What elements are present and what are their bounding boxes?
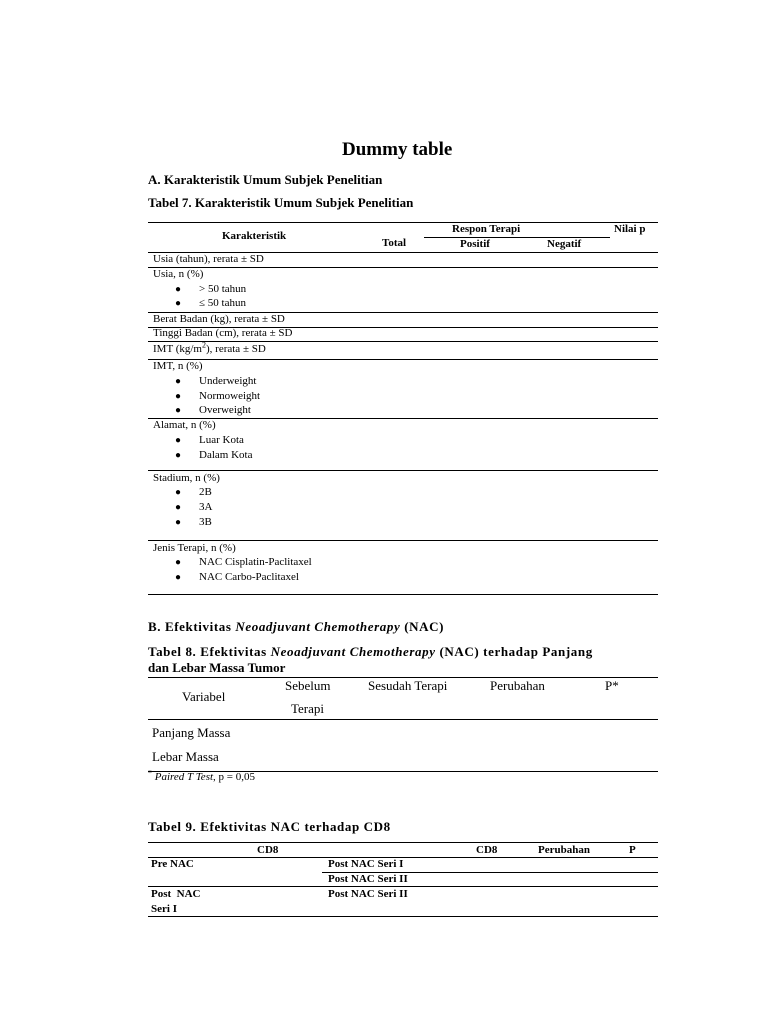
table-rule bbox=[148, 341, 658, 342]
row-nac-carbo: NAC Carbo-Paclitaxel bbox=[199, 571, 299, 583]
header-p: P bbox=[629, 844, 636, 856]
header-sesudah-terapi: Sesudah Terapi bbox=[368, 678, 448, 693]
header-terapi: Terapi bbox=[291, 701, 325, 716]
header-negatif: Negatif bbox=[547, 238, 582, 250]
row-imt-mean: IMT $(kg/m^2)$, rerata ± SD bbox=[153, 340, 266, 355]
table-row: Lebar Massa bbox=[152, 749, 219, 764]
bullet-icon: ● bbox=[175, 502, 182, 513]
document-title: Dummy table bbox=[342, 139, 453, 160]
table-7-title: Tabel 7. Karakteristik Umum Subjek Penelitian bbox=[148, 195, 414, 210]
table-rule bbox=[148, 916, 658, 917]
section-a-heading: A. Karakteristik Umum Subjek Penelitian bbox=[148, 172, 383, 187]
header-positif: Positif bbox=[460, 238, 490, 250]
row-alamat: Alamat, n (%) bbox=[153, 419, 216, 431]
bullet-icon: ● bbox=[175, 557, 182, 568]
bullet-icon: ● bbox=[175, 405, 182, 416]
row-pre-nac: Pre NAC bbox=[151, 858, 194, 870]
bullet-icon: ● bbox=[175, 572, 182, 583]
row-stadium-3a: 3A bbox=[199, 501, 213, 513]
table-rule bbox=[148, 842, 658, 843]
row-post-nac-seri-1-left: Post NAC bbox=[151, 888, 201, 900]
table-rule bbox=[148, 540, 658, 541]
header-nilai-p: Nilai p bbox=[614, 223, 646, 235]
header-perubahan: Perubahan bbox=[490, 678, 545, 693]
table-rule bbox=[148, 857, 658, 858]
row-luar-kota: Luar Kota bbox=[199, 434, 244, 446]
table-rule bbox=[148, 886, 658, 887]
table-row: Panjang Massa bbox=[152, 725, 231, 740]
table-8-title: Tabel 8. Efektivitas Neoadjuvant Chemotherapy (NAC) terhadap Panjang bbox=[148, 644, 593, 659]
bullet-icon: ● bbox=[175, 376, 182, 387]
header-perubahan: Perubahan bbox=[538, 844, 590, 856]
table-8-title-line2: dan Lebar Massa Tumor bbox=[148, 660, 286, 675]
row-underweight: Underweight bbox=[199, 375, 257, 387]
header-cd8-left: CD8 bbox=[257, 844, 279, 856]
table-rule bbox=[148, 222, 658, 223]
row-nac-cisplatin: NAC Cisplatin-Paclitaxel bbox=[199, 556, 312, 568]
row-berat-badan: Berat Badan (kg), rerata ± SD bbox=[153, 313, 285, 325]
row-stadium-2b: 2B bbox=[199, 486, 212, 498]
row-usia-n: Usia, n (%) bbox=[153, 268, 204, 280]
header-total: Total bbox=[382, 237, 407, 249]
header-variabel: Variabel bbox=[182, 689, 226, 704]
row-overweight: Overweight bbox=[199, 404, 251, 416]
bullet-icon: ● bbox=[175, 450, 182, 461]
row-post-nac-seri-2: Post NAC Seri II bbox=[328, 873, 408, 885]
row-imt-n: IMT, n (%) bbox=[153, 360, 203, 372]
row-post-nac-seri-1: Post NAC Seri I bbox=[328, 858, 404, 870]
header-cd8-right: CD8 bbox=[476, 844, 498, 856]
row-jenis-terapi: Jenis Terapi, n (%) bbox=[153, 542, 236, 554]
row-stadium-3b: 3B bbox=[199, 516, 212, 528]
bullet-icon: ● bbox=[175, 517, 182, 528]
bullet-icon: ● bbox=[175, 298, 182, 309]
bullet-icon: ● bbox=[175, 284, 182, 295]
header-karakteristik: Karakteristik bbox=[222, 230, 287, 242]
table-rule bbox=[148, 418, 658, 419]
table-rule bbox=[148, 267, 658, 268]
row-usia-mean: Usia (tahun), rerata ± SD bbox=[153, 253, 264, 265]
header-p: P* bbox=[605, 678, 619, 693]
table-rule bbox=[148, 594, 658, 595]
row-post-nac-seri-2-b: Post NAC Seri II bbox=[328, 888, 408, 900]
bullet-icon: ● bbox=[175, 435, 182, 446]
table-rule bbox=[148, 719, 658, 720]
row-usia-gt50: > 50 tahun bbox=[199, 283, 247, 295]
row-normoweight: Normoweight bbox=[199, 390, 261, 402]
table-rule bbox=[148, 359, 658, 360]
row-usia-le50: ≤ 50 tahun bbox=[199, 297, 246, 309]
bullet-icon: ● bbox=[175, 487, 182, 498]
table-rule bbox=[148, 470, 658, 471]
row-stadium: Stadium, n (%) bbox=[153, 472, 220, 484]
header-subrule bbox=[424, 237, 610, 238]
header-respon-terapi: Respon Terapi bbox=[452, 223, 521, 235]
row-post-nac-seri-1-left-line2: Seri I bbox=[151, 903, 177, 915]
section-b-heading: B. Efektivitas Neoadjuvant Chemotherapy (NAC) bbox=[148, 619, 445, 634]
row-dalam-kota: Dalam Kota bbox=[199, 449, 253, 461]
table-8-footnote: * Paired T Test, p = 0,05 bbox=[148, 768, 255, 783]
bullet-icon: ● bbox=[175, 391, 182, 402]
table-9-title: Tabel 9. Efektivitas NAC terhadap CD8 bbox=[148, 819, 391, 834]
row-tinggi-badan: Tinggi Badan (cm), rerata ± SD bbox=[153, 327, 293, 339]
header-sebelum: Sebelum bbox=[285, 678, 331, 693]
